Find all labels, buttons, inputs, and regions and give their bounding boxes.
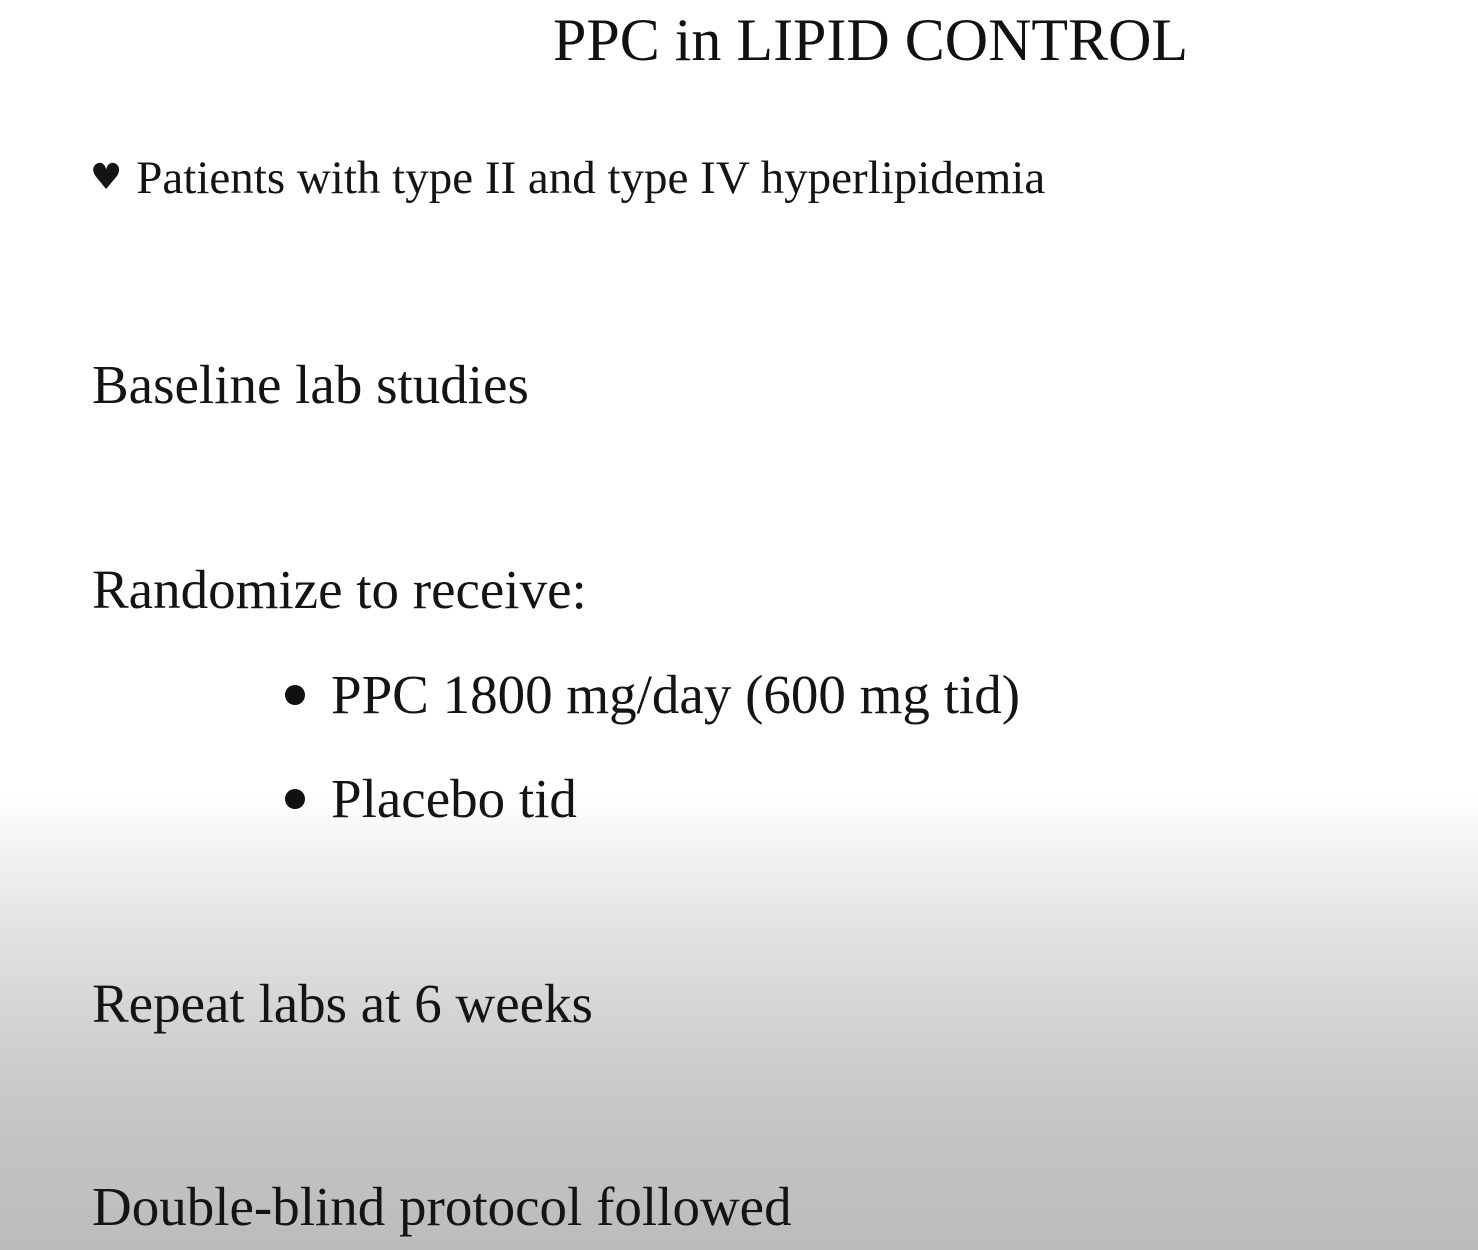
option-label: PPC 1800 mg/day (600 mg tid) (331, 664, 1021, 725)
option-label: Placebo tid (331, 768, 577, 829)
repeat-labs-text: Repeat labs at 6 weeks (92, 973, 593, 1034)
patients-item (90, 148, 1045, 212)
bullet-icon (285, 685, 305, 705)
randomize-text: Randomize to receive: (92, 559, 587, 620)
protocol-text: Double-blind protocol followed (92, 1176, 792, 1237)
bullet-icon (285, 789, 305, 809)
patients-text: Patients with type II and type IV hyperlipidemia (136, 152, 1046, 204)
option-item-placebo (285, 766, 577, 832)
option-item-ppc (285, 662, 1020, 728)
baseline-text: Baseline lab studies (92, 354, 529, 415)
heart-icon: ♥ (90, 157, 123, 198)
slide-title: PPC in LIPID CONTROL (553, 7, 1189, 73)
